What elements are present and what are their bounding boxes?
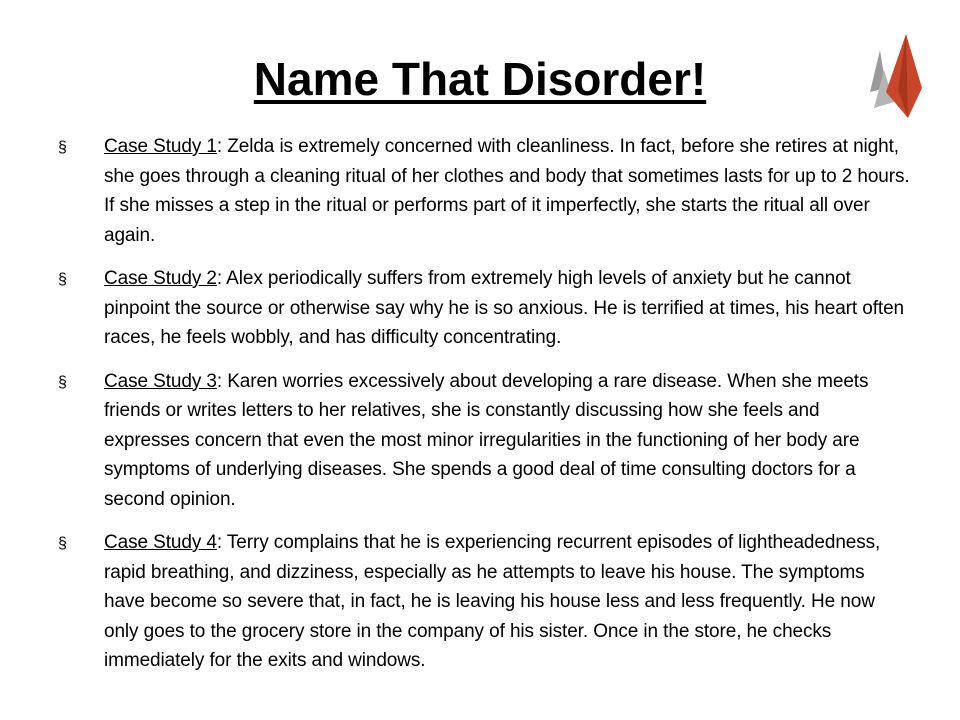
case-study-text: : Terry complains that he is experiencing recurrent episodes of lightheadedness, rapid breathing, and dizziness, especially as he attempts to leave his house. The symptoms have become so severe that, in fact, he is leaving his house less and less frequently. He now only goes to the grocery store in the company of his sister. Once in the store, he checks immediately for the exits and windows. — [104, 532, 881, 671]
case-study-label: Case Study 4 — [104, 532, 217, 553]
bullet-icon: § — [58, 373, 67, 391]
title-text: Name That Disorder! — [253, 53, 707, 105]
case-study-list — [58, 132, 910, 690]
case-study-text: : Karen worries excessively about developing a rare disease. When she meets friends or writes letters to her relatives, she is constantly discussing how she feels and expresses concern that even the most minor irregularities in the functioning of her body are symptoms of underlying diseases. She spends a good deal of time consulting doctors for a second opinion. — [104, 370, 869, 510]
bullet-icon: § — [58, 535, 67, 552]
case-study-label: Case Study 2 — [104, 268, 217, 289]
case-study-text: : Alex periodically suffers from extremely high levels of anxiety but he cannot pinpoint the source or otherwise say why he is so anxious. He is terrified at times, his heart often races, he feels wobbly, and has difficulty concentrating. — [104, 268, 905, 348]
case-study-item — [58, 528, 910, 676]
case-study-item — [58, 132, 910, 250]
case-study-label: Case Study 1 — [104, 136, 217, 157]
page-title — [0, 52, 960, 106]
case-study-text: : Zelda is extremely concerned with cleanliness. In fact, before she retires at night, she goes through a cleaning ritual of her clothes and body that sometimes lasts for up to 2 hours. If she misses a step in the ritual or performs part of it imperfectly, she starts the ritual all over again. — [104, 136, 910, 246]
case-study-item — [58, 367, 910, 515]
case-study-label: Case Study 3 — [104, 370, 217, 392]
flame-logo-icon — [868, 30, 928, 120]
bullet-icon: § — [58, 271, 67, 288]
case-study-item — [58, 264, 910, 353]
bullet-icon: § — [58, 139, 67, 156]
